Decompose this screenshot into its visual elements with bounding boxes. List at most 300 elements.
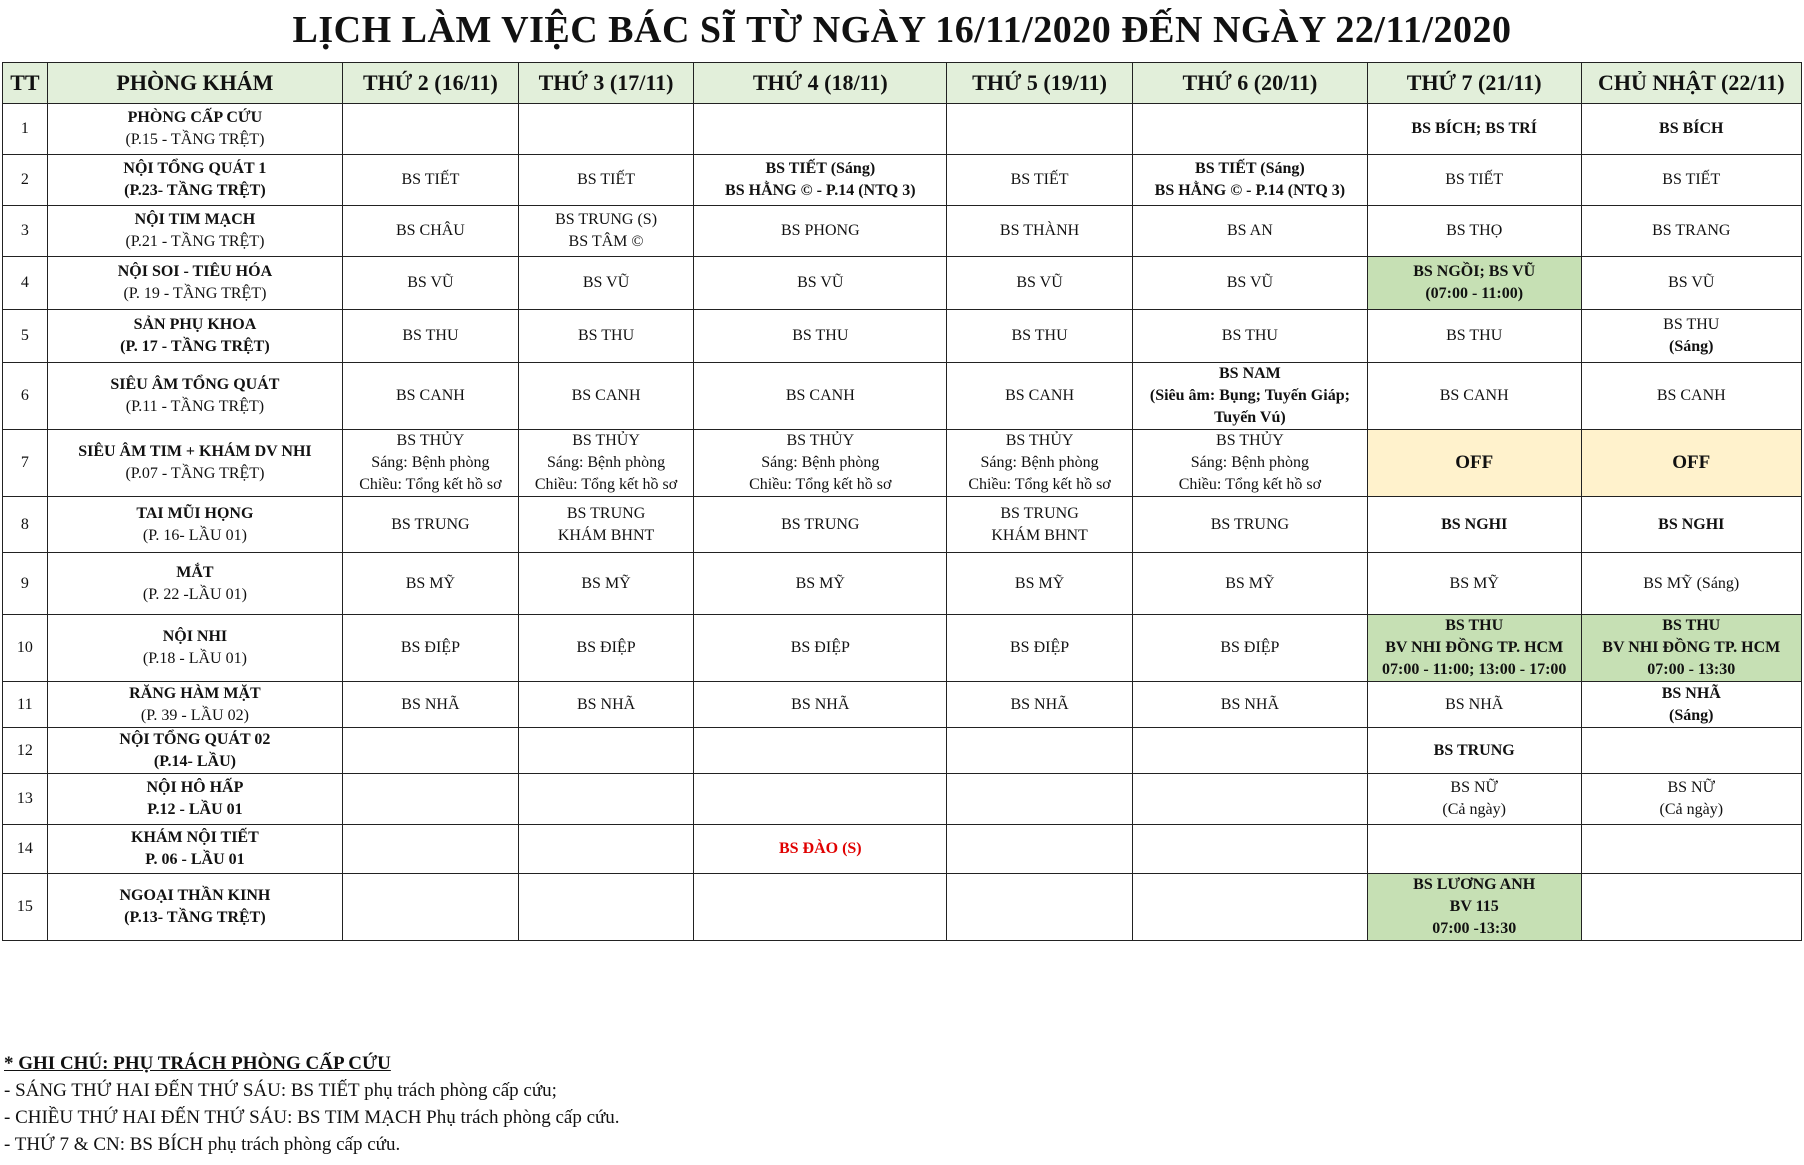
cell-line: (Cả ngày) <box>1659 801 1724 818</box>
schedule-cell <box>1132 310 1367 363</box>
cell-line: BV NHI ĐỒNG TP. HCM <box>1602 639 1781 656</box>
cell-line: BS TIẾT <box>1445 171 1504 188</box>
schedule-cell <box>1367 310 1581 363</box>
cell-line: BS NỮ <box>1667 779 1716 796</box>
row-number: 13 <box>3 774 48 825</box>
room-cell <box>47 363 342 430</box>
room-cell <box>47 874 342 941</box>
schedule-cell <box>947 774 1133 825</box>
room-name: NGOẠI THẦN KINH <box>119 887 271 904</box>
schedule-cell <box>947 553 1133 615</box>
schedule-cell <box>947 155 1133 206</box>
room-location: (P. 22 -LẦU 01) <box>142 585 247 603</box>
schedule-cell <box>694 155 947 206</box>
col-header-room: PHÒNG KHÁM <box>47 63 342 104</box>
room-location: (P.11 - TẦNG TRỆT) <box>125 398 265 415</box>
cell-line: BS MỸ <box>795 574 845 592</box>
room-name: NỘI TỔNG QUÁT 1 <box>123 160 267 177</box>
schedule-cell <box>343 774 519 825</box>
row-number: 4 <box>3 257 48 310</box>
schedule-cell <box>1132 874 1367 941</box>
schedule-cell <box>1367 615 1581 682</box>
schedule-cell <box>1367 682 1581 728</box>
schedule-cell <box>1581 363 1801 430</box>
cell-line: BS TIẾT (Sáng) <box>765 160 876 177</box>
cell-line: BS TRUNG <box>391 515 470 533</box>
cell-line: BS ĐIỆP <box>790 639 850 656</box>
col-header-day: THỨ 6 (20/11) <box>1132 63 1367 104</box>
row-number: 12 <box>3 728 48 774</box>
notes-section <box>4 1050 620 1158</box>
schedule-cell <box>1132 825 1367 874</box>
room-cell <box>47 206 342 257</box>
schedule-cell <box>947 728 1133 774</box>
cell-line: BS TIẾT <box>1662 171 1721 188</box>
cell-line: BS VŨ <box>582 274 630 291</box>
cell-line: BS NHÃ <box>1661 684 1721 702</box>
cell-line: BS TRUNG <box>1210 515 1290 533</box>
room-name: NỘI HÔ HẤP <box>146 779 244 796</box>
schedule-cell <box>1367 874 1581 941</box>
schedule-cell <box>518 497 694 553</box>
schedule-cell <box>1132 430 1367 497</box>
col-header-day: THỨ 5 (19/11) <box>947 63 1133 104</box>
schedule-cell <box>1132 728 1367 774</box>
room-name: NỘI TỔNG QUÁT 02 <box>119 730 271 748</box>
cell-line: BS MỸ <box>1449 574 1499 592</box>
cell-line: Chiều: Tổng kết hồ sơ <box>749 476 892 493</box>
cell-line: BS THỦY <box>1005 432 1074 449</box>
schedule-cell <box>694 363 947 430</box>
row-number: 2 <box>3 155 48 206</box>
cell-line: (Siêu âm: Bụng; Tuyến Giáp; <box>1149 387 1350 404</box>
cell-line: BS TRUNG <box>566 504 646 522</box>
cell-line: BS THU <box>1011 327 1068 344</box>
room-location: (P.23- TẦNG TRỆT) <box>124 182 266 199</box>
row-number: 14 <box>3 825 48 874</box>
room-location: P.12 - LẦU 01 <box>147 801 243 818</box>
schedule-cell <box>343 825 519 874</box>
row-number: 11 <box>3 682 48 728</box>
cell-line: BS MỸ (Sáng) <box>1643 574 1740 592</box>
cell-line: KHÁM BHNT <box>557 526 655 544</box>
cell-line: BS THỦY <box>786 432 855 449</box>
cell-line: BS ĐÀO (S) <box>778 840 862 857</box>
cell-line: BS NHÃ <box>1445 695 1504 713</box>
room-name: KHÁM NỘI TIẾT <box>131 829 259 846</box>
cell-line: BS LƯƠNG ANH <box>1413 876 1536 893</box>
cell-line: BS NHÃ <box>791 695 850 713</box>
schedule-cell <box>1581 553 1801 615</box>
col-header-day: THỨ 7 (21/11) <box>1367 63 1581 104</box>
schedule-cell <box>343 874 519 941</box>
room-cell <box>47 825 342 874</box>
schedule-cell <box>343 430 519 497</box>
schedule-cell <box>1132 682 1367 728</box>
cell-line: Tuyến Vú) <box>1214 409 1286 426</box>
row-number: 1 <box>3 104 48 155</box>
cell-line: Chiều: Tổng kết hồ sơ <box>1178 476 1322 493</box>
schedule-cell <box>694 728 947 774</box>
schedule-cell <box>1581 825 1801 874</box>
schedule-cell <box>947 682 1133 728</box>
schedule-cell <box>1132 206 1367 257</box>
schedule-cell <box>694 310 947 363</box>
cell-line: BS ĐIỆP <box>1220 639 1280 656</box>
schedule-cell <box>694 615 947 682</box>
cell-line: (Sáng) <box>1669 706 1714 724</box>
cell-line: BS THỦY <box>572 432 640 449</box>
cell-line: Chiều: Tổng kết hồ sơ <box>534 476 678 493</box>
schedule-table <box>2 62 1802 941</box>
schedule-cell <box>694 206 947 257</box>
room-location: (P.07 - TẦNG TRỆT) <box>125 465 265 482</box>
cell-line: BS CANH <box>1005 387 1075 404</box>
cell-line: BS TRUNG <box>781 515 860 533</box>
schedule-cell <box>947 497 1133 553</box>
room-location: (P.21 - TẦNG TRỆT) <box>125 233 265 250</box>
cell-line: BS VŨ <box>1226 274 1274 291</box>
cell-line: BS NGHI <box>1441 515 1508 533</box>
schedule-cell <box>518 553 694 615</box>
row-number: 8 <box>3 497 48 553</box>
schedule-cell <box>1367 430 1581 497</box>
cell-line: BS THU <box>577 327 635 344</box>
cell-line: BS NGHI <box>1658 515 1725 533</box>
room-cell <box>47 430 342 497</box>
row-number: 5 <box>3 310 48 363</box>
cell-line: OFF <box>1455 452 1494 473</box>
schedule-cell <box>947 104 1133 155</box>
table-row <box>3 774 1802 825</box>
cell-line: OFF <box>1672 452 1711 473</box>
cell-line: BS CANH <box>785 387 855 404</box>
cell-line: (07:00 - 11:00) <box>1425 285 1524 302</box>
room-location: (P. 19 - TẦNG TRỆT) <box>123 285 267 302</box>
schedule-cell <box>1581 310 1801 363</box>
schedule-cell <box>1581 430 1801 497</box>
cell-line: BS HẰNG © - P.14 (NTQ 3) <box>1154 182 1346 199</box>
cell-line: BS BÍCH; BS TRÍ <box>1411 120 1537 137</box>
schedule-cell <box>694 553 947 615</box>
col-header-day: CHỦ NHẬT (22/11) <box>1581 63 1801 104</box>
schedule-cell <box>518 363 694 430</box>
room-name: TAI MŨI HỌNG <box>136 504 254 522</box>
cell-line: BS VŨ <box>1668 274 1715 291</box>
note-line: - THỨ 7 & CN: BS BÍCH phụ trách phòng cấp cứu. <box>4 1134 401 1155</box>
cell-line: BS TRUNG <box>1000 504 1079 522</box>
room-cell <box>47 615 342 682</box>
table-row <box>3 682 1802 728</box>
room-name: SIÊU ÂM TỔNG QUÁT <box>110 376 280 393</box>
cell-line: (Cả ngày) <box>1442 801 1506 818</box>
table-row <box>3 615 1802 682</box>
schedule-cell <box>1581 615 1801 682</box>
cell-line: BS NHÃ <box>1220 695 1279 713</box>
cell-line: BS TRUNG (S) <box>555 211 658 228</box>
table-row <box>3 874 1802 941</box>
row-number: 3 <box>3 206 48 257</box>
room-name: NỘI TIM MẠCH <box>134 211 256 228</box>
schedule-cell <box>694 104 947 155</box>
cell-line: BS THU <box>1446 327 1503 344</box>
row-number: 9 <box>3 553 48 615</box>
schedule-cell <box>947 874 1133 941</box>
cell-line: BS BÍCH <box>1659 120 1724 137</box>
cell-line: Sáng: Bệnh phòng <box>761 454 880 471</box>
schedule-cell <box>343 310 519 363</box>
schedule-cell <box>1581 257 1801 310</box>
room-cell <box>47 155 342 206</box>
cell-line: BS CANH <box>1439 387 1509 404</box>
schedule-cell <box>518 155 694 206</box>
schedule-cell <box>947 363 1133 430</box>
schedule-cell <box>1367 728 1581 774</box>
cell-line: BS TIẾT <box>577 171 636 188</box>
cell-line: BS THU <box>1445 617 1504 634</box>
schedule-cell <box>1367 774 1581 825</box>
table-row <box>3 257 1802 310</box>
schedule-cell <box>518 206 694 257</box>
room-location: (P. 16- LẦU 01) <box>142 526 247 544</box>
cell-line: BS AN <box>1226 222 1273 239</box>
table-row <box>3 104 1802 155</box>
cell-line: BS THỦY <box>396 432 465 449</box>
schedule-cell <box>343 497 519 553</box>
schedule-cell <box>1132 257 1367 310</box>
room-cell <box>47 553 342 615</box>
schedule-cell <box>1581 728 1801 774</box>
room-cell <box>47 774 342 825</box>
cell-line: BS NHÃ <box>1010 695 1069 713</box>
schedule-cell <box>1367 206 1581 257</box>
cell-line: Chiều: Tổng kết hồ sơ <box>359 476 502 493</box>
schedule-cell <box>1581 874 1801 941</box>
cell-line: BS VŨ <box>1016 274 1063 291</box>
schedule-cell <box>1581 104 1801 155</box>
schedule-cell <box>343 363 519 430</box>
cell-line: BS THU <box>1221 327 1278 344</box>
room-cell <box>47 682 342 728</box>
cell-line: BS MỸ <box>405 574 456 592</box>
schedule-cell <box>694 682 947 728</box>
room-cell <box>47 257 342 310</box>
cell-line: BS CANH <box>395 387 465 404</box>
schedule-cell <box>947 430 1133 497</box>
schedule-cell <box>694 430 947 497</box>
schedule-cell <box>694 825 947 874</box>
schedule-cell <box>343 206 519 257</box>
cell-line: KHÁM BHNT <box>991 526 1088 544</box>
room-cell <box>47 728 342 774</box>
cell-line: (Sáng) <box>1669 338 1714 355</box>
schedule-cell <box>518 728 694 774</box>
schedule-cell <box>1367 553 1581 615</box>
col-header-day: THỨ 4 (18/11) <box>694 63 947 104</box>
cell-line: BS PHONG <box>780 222 860 239</box>
cell-line: BS ĐIỆP <box>400 639 460 656</box>
schedule-cell <box>1367 825 1581 874</box>
schedule-cell <box>343 257 519 310</box>
cell-line: BS ĐIỆP <box>1010 639 1070 656</box>
room-cell <box>47 310 342 363</box>
schedule-cell <box>343 553 519 615</box>
row-number: 7 <box>3 430 48 497</box>
cell-line: BS TRANG <box>1652 222 1731 239</box>
cell-line: 07:00 -13:30 <box>1432 920 1517 937</box>
room-location: P. 06 - LẦU 01 <box>145 851 245 868</box>
schedule-cell <box>343 615 519 682</box>
cell-line: Sáng: Bệnh phòng <box>546 454 666 471</box>
cell-line: BS TIẾT <box>1010 171 1069 188</box>
schedule-cell <box>947 615 1133 682</box>
row-number: 6 <box>3 363 48 430</box>
notes-heading: * GHI CHÚ: PHỤ TRÁCH PHÒNG CẤP CỨU <box>4 1053 391 1074</box>
schedule-cell <box>343 104 519 155</box>
cell-line: BS NHÃ <box>576 695 636 713</box>
cell-line: BS CANH <box>571 387 641 404</box>
schedule-cell <box>694 497 947 553</box>
schedule-cell <box>1132 363 1367 430</box>
note-line: - SÁNG THỨ HAI ĐẾN THỨ SÁU: BS TIẾT phụ trách phòng cấp cứu; <box>4 1080 557 1101</box>
cell-line: BS MỸ <box>1225 574 1275 592</box>
table-row <box>3 497 1802 553</box>
schedule-cell <box>1367 155 1581 206</box>
schedule-cell <box>343 728 519 774</box>
schedule-cell <box>1581 206 1801 257</box>
schedule-cell <box>518 825 694 874</box>
cell-line: BS CHÂU <box>395 222 465 239</box>
schedule-cell <box>518 615 694 682</box>
room-name: NỘI NHI <box>162 628 228 645</box>
schedule-cell <box>694 774 947 825</box>
schedule-cell <box>1367 104 1581 155</box>
schedule-cell <box>1132 155 1367 206</box>
schedule-cell <box>343 155 519 206</box>
cell-line: BS THỦY <box>1216 432 1284 449</box>
schedule-cell <box>1132 553 1367 615</box>
row-number: 10 <box>3 615 48 682</box>
room-location: (P.18 - LẦU 01) <box>142 650 247 667</box>
schedule-cell <box>1581 682 1801 728</box>
note-line: - CHIỀU THỨ HAI ĐẾN THỨ SÁU: BS TIM MẠCH Phụ trách phòng cấp cứu. <box>4 1107 620 1128</box>
cell-line: BS THU <box>1663 316 1720 333</box>
cell-line: BS THU <box>792 327 849 344</box>
cell-line: BS VŨ <box>797 274 844 291</box>
room-location: (P. 39 - LẦU 02) <box>140 706 249 724</box>
room-location: (P.15 - TẦNG TRỆT) <box>125 131 265 148</box>
room-name: SẢN PHỤ KHOA <box>133 316 257 333</box>
schedule-cell <box>947 206 1133 257</box>
schedule-cell <box>1581 497 1801 553</box>
schedule-cell <box>518 310 694 363</box>
schedule-cell <box>1367 497 1581 553</box>
cell-line: BS THÀNH <box>999 222 1080 239</box>
cell-line: BS THỌ <box>1446 222 1503 239</box>
schedule-cell <box>518 104 694 155</box>
cell-line: BS NGỒI; BS VŨ <box>1413 263 1536 280</box>
cell-line: BS THU <box>1662 617 1721 634</box>
cell-line: BS TÂM © <box>568 233 644 250</box>
schedule-cell <box>518 257 694 310</box>
cell-line: BS CANH <box>1656 387 1726 404</box>
cell-line: BS MỸ <box>581 574 631 592</box>
schedule-cell <box>947 825 1133 874</box>
schedule-cell <box>518 430 694 497</box>
schedule-cell <box>518 774 694 825</box>
col-header-day: THỨ 3 (17/11) <box>518 63 694 104</box>
table-row <box>3 155 1802 206</box>
room-name: PHÒNG CẤP CỨU <box>127 109 263 126</box>
schedule-cell <box>1132 497 1367 553</box>
cell-line: 07:00 - 11:00; 13:00 - 17:00 <box>1381 661 1567 678</box>
cell-line: BS TIẾT <box>401 171 460 188</box>
schedule-cell <box>343 682 519 728</box>
table-row <box>3 553 1802 615</box>
col-header-tt: TT <box>3 63 48 104</box>
cell-line: BV NHI ĐỒNG TP. HCM <box>1385 639 1564 656</box>
schedule-cell <box>1132 774 1367 825</box>
room-name: SIÊU ÂM TIM + KHÁM DV NHI <box>78 443 312 460</box>
schedule-cell <box>1581 155 1801 206</box>
cell-line: Sáng: Bệnh phòng <box>1190 454 1309 471</box>
room-cell <box>47 497 342 553</box>
schedule-cell <box>518 682 694 728</box>
cell-line: BS VŨ <box>407 274 454 291</box>
cell-line: Sáng: Bệnh phòng <box>980 454 1099 471</box>
cell-line: BS THU <box>402 327 459 344</box>
cell-line: 07:00 - 13:30 <box>1647 661 1736 678</box>
table-row <box>3 310 1802 363</box>
cell-line: BS MỸ <box>1014 574 1065 592</box>
page-title: LỊCH LÀM VIỆC BÁC SĨ TỪ NGÀY 16/11/2020 ĐẾN NGÀY 22/11/2020 <box>292 9 1512 51</box>
schedule-cell <box>1132 615 1367 682</box>
cell-line: BV 115 <box>1449 898 1499 915</box>
row-number: 15 <box>3 874 48 941</box>
header-row <box>3 63 1802 104</box>
col-header-day: THỨ 2 (16/11) <box>343 63 519 104</box>
table-row <box>3 363 1802 430</box>
cell-line: BS TRUNG <box>1433 741 1515 759</box>
table-row <box>3 728 1802 774</box>
cell-line: BS HẰNG © - P.14 (NTQ 3) <box>725 182 916 199</box>
cell-line: BS NAM <box>1219 365 1281 382</box>
schedule-cell <box>694 874 947 941</box>
cell-line: Chiều: Tổng kết hồ sơ <box>968 476 1111 493</box>
table-row <box>3 206 1802 257</box>
schedule-cell <box>947 310 1133 363</box>
room-cell <box>47 104 342 155</box>
table-row <box>3 430 1802 497</box>
schedule-cell <box>1581 774 1801 825</box>
room-location: (P.13- TẦNG TRỆT) <box>124 909 266 926</box>
schedule-cell <box>947 257 1133 310</box>
schedule-cell <box>694 257 947 310</box>
schedule-cell <box>1132 104 1367 155</box>
room-location: (P.14- LẦU) <box>153 752 236 770</box>
room-name: MẮT <box>176 563 214 581</box>
room-name: NỘI SOI - TIÊU HÓA <box>117 263 273 280</box>
cell-line: BS NHÃ <box>401 695 460 713</box>
cell-line: BS NỮ <box>1450 779 1498 796</box>
schedule-cell <box>1367 257 1581 310</box>
schedule-cell <box>1367 363 1581 430</box>
room-location: (P. 17 - TẦNG TRỆT) <box>120 338 270 355</box>
cell-line: BS ĐIỆP <box>576 639 636 656</box>
cell-line: Sáng: Bệnh phòng <box>371 454 490 471</box>
table-row <box>3 825 1802 874</box>
cell-line: BS TIẾT (Sáng) <box>1195 160 1305 177</box>
